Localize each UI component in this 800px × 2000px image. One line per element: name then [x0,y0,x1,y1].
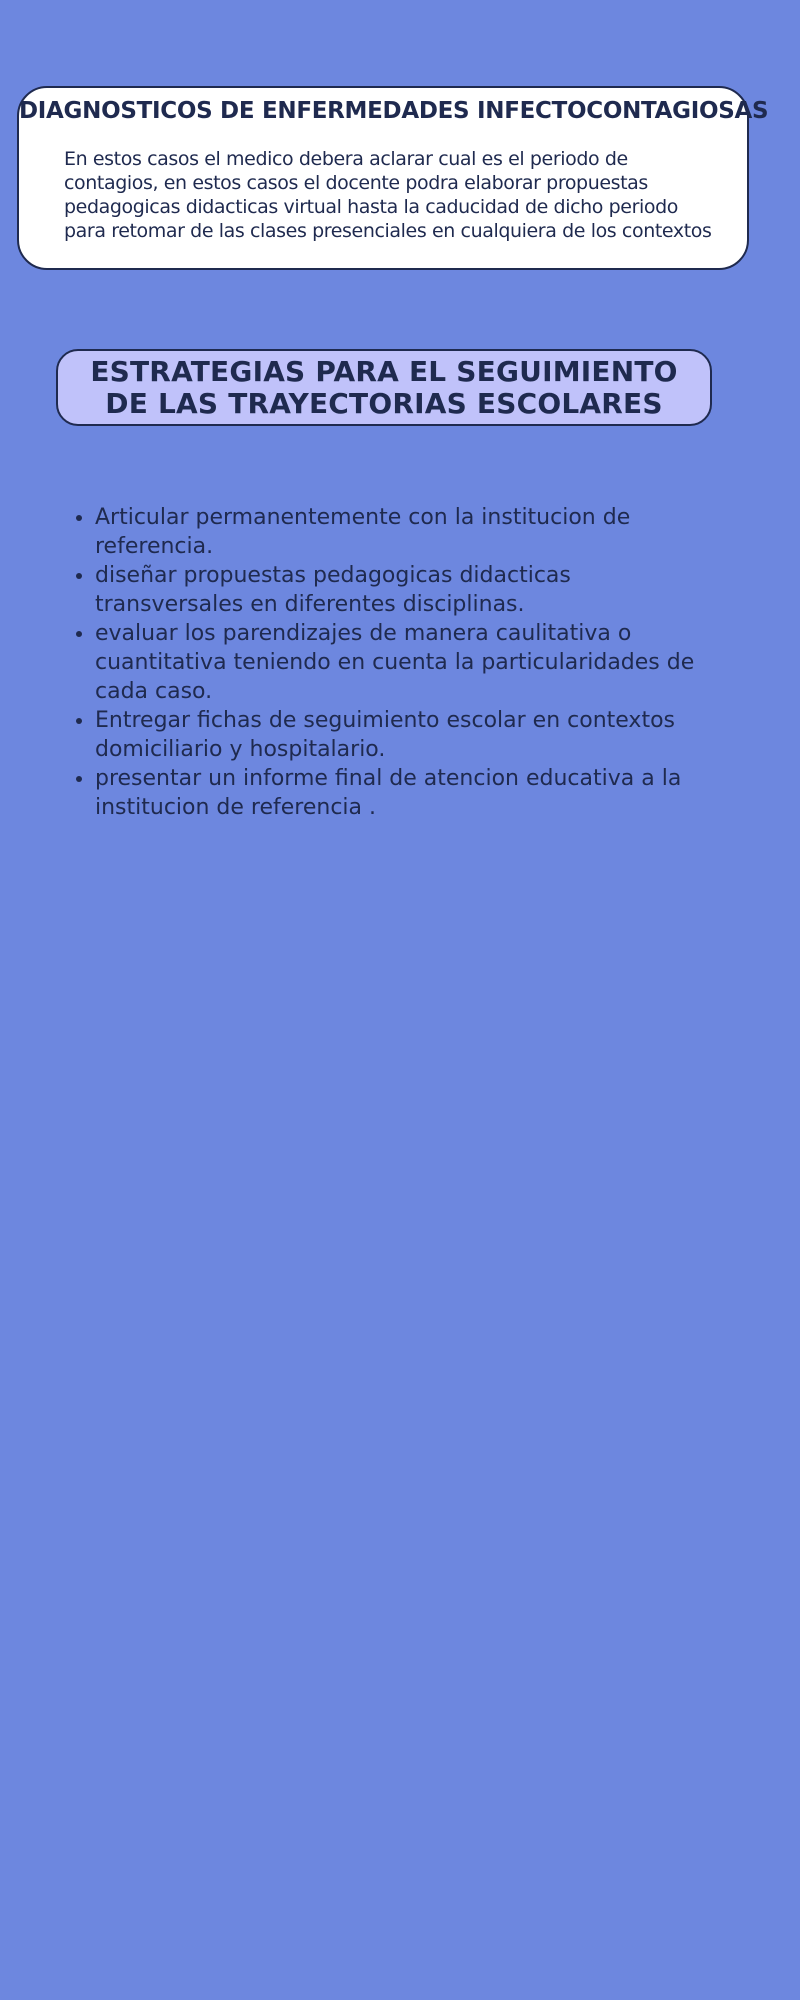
diagnosis-card-title: DIAGNOSTICOS DE ENFERMEDADES INFECTOCONTAGIOSAS [19,98,769,124]
list-item: • evaluar los parendizajes de manera caulitativa o cuantitativa teniendo en cuenta la particularidades de cada caso. [95,619,715,706]
strategies-banner [56,349,712,426]
list-item: • diseñar propuestas pedagogicas didacticas transversales en diferentes disciplinas. [95,561,715,619]
strategies-list [65,503,715,822]
diagnosis-card-body: En estos casos el medico debera aclarar cual es el periodo de contagios, en estos casos el docente podra elaborar propuestas pedagogicas didacticas virtual hasta la caducidad de dicho periodo para retomar de las clases presenciales en cualquiera de los contextos [64,148,712,242]
list-item: • Entregar fichas de seguimiento escolar en contextos domiciliario y hospitalario. [95,706,715,764]
list-item: • presentar un informe final de atencion educativa a la institucion de referencia . [95,764,715,822]
strategies-title [90,356,677,420]
strategies-title-line-2: DE LAS TRAYECTORIAS ESCOLARES [105,386,663,420]
strategies-title-line-1: ESTRATEGIAS PARA EL SEGUIMIENTO [90,354,678,388]
list-item: • Articular permanentemente con la institucion de referencia. [95,503,715,561]
diagnosis-card [17,86,769,270]
